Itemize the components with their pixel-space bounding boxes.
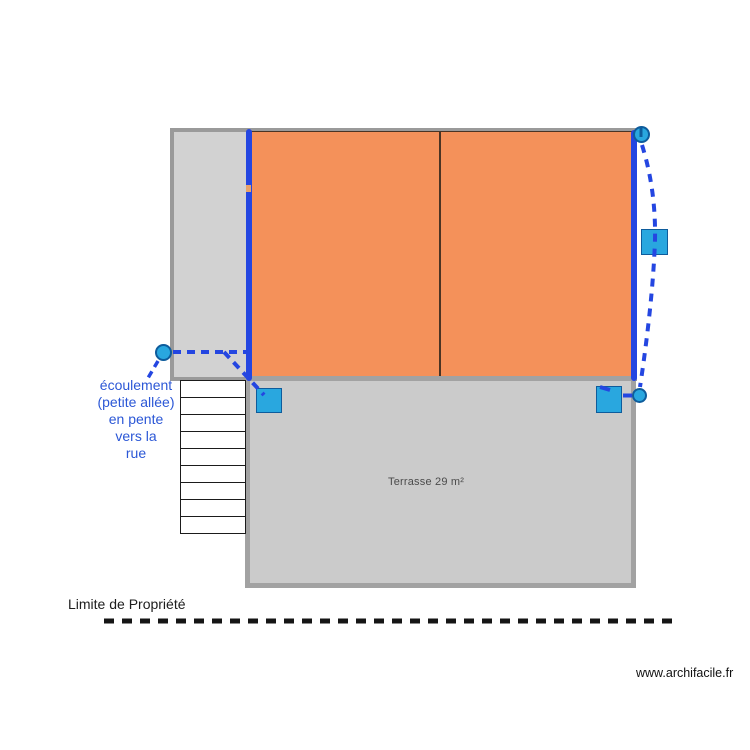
watermark: www.archifacile.fr [636, 666, 734, 680]
flow-annotation-line: (petite allée) [97, 394, 175, 410]
flow-node-bottom-right[interactable] [632, 388, 647, 403]
stair-step [180, 499, 246, 518]
flow-dash-label-pointer [148, 361, 158, 378]
stair-step [180, 482, 246, 501]
orange-rooms[interactable] [249, 131, 633, 378]
flow-annotation-line: rue [125, 445, 147, 461]
flow-annotation-line: écoulement [99, 377, 173, 393]
room-right[interactable] [441, 132, 632, 377]
flow-annotation[interactable] [60, 377, 212, 462]
stair-step [180, 465, 246, 484]
drain-box-right[interactable] [641, 229, 668, 255]
gutter-wall-left [246, 129, 252, 381]
wall-joint-marker [246, 185, 251, 192]
flow-node-top-right[interactable] [633, 126, 650, 143]
stair-step [180, 516, 246, 535]
terrace-label: Terrasse 29 m² [388, 476, 465, 488]
drain-box-terrace-left[interactable] [256, 388, 282, 413]
flow-node-left[interactable] [155, 344, 172, 361]
flow-dash-right-downpipe [640, 145, 655, 387]
gutter-wall-right [631, 130, 637, 381]
drain-box-terrace-right[interactable] [596, 386, 622, 413]
property-limit-label: Limite de Propriété [68, 596, 186, 612]
room-left[interactable] [250, 132, 439, 377]
flow-annotation-line: vers la [115, 428, 157, 444]
flow-annotation-line: en pente [108, 411, 164, 427]
